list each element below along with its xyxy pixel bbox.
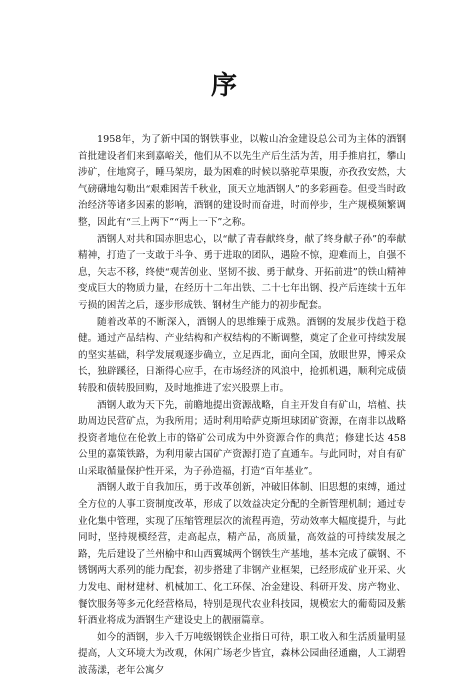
- paragraph-6: 如今的酒钢，步入千万吨级钢铁企业指日可待，职工收入和生活质量明显提高，人文环境大为改观，休闲广场老少皆宜，森林公园曲径通幽，人工湖碧波荡漾，老年公寓夕: [78, 631, 406, 676]
- page-title: 序: [210, 71, 239, 101]
- paragraph-5: 酒钢人敢于自我加压，勇于改革创新，冲破旧体制、旧思想的束缚，通过全方位的人事工资制度改革，形成了以效益决定分配的全新管理机制；通过专业化集中管理，实现了压缩管理层次的流程再造，劳动效率大幅度提升，与此同时，坚持规模经营，走高起点，精产品，高质量，高效益的可持续发展之路，先后建设了兰州榆中和山西翼城两个钢铁生产基地，基本完成了碳钢、不锈钢两大系列的能力配套，初步搭建了非钢产业框架，已经形成矿业开采、火力发电、耐材建材、机械加工、化工环保、冶金建设、科研开发、房产物业、餐饮服务等多元化经营格局，特别是现代农业科技园，规模宏大的葡萄园及紫轩酒业将成为酒钢生产建设史上的靓丽篇章。: [78, 482, 406, 627]
- paragraph-2: 酒钢人对共和国赤胆忠心，以“献了青春献终身，献了终身献子孙”的奉献精神，打造了一支敢于斗争、勇于进取的团队，遇险不惊，迎难而上，自强不息，矢志不移，终使“观苦创业、坚韧不拔、勇于献身、开拓前进”的铁山精神变成巨大的物质力量，在经历十二年出铁、二十七年出钢、投产后连续十五年亏损的困苦之后，逐步形成铁、钢材生产能力的初步配套。: [78, 233, 406, 311]
- paragraph-3: 随着改革的不断深入，酒钢人的思维臻于成熟。酒钢的发展步伐趋于稳健。通过产品结构、产业结构和产权结构的不断调整，奠定了企业可持续发展的坚实基础，科学发展观逐步确立，立足西北，面向全国，放眼世界，博采众长，独辟蹊径，日渐得心应手，在市场经济的风浪中，抢抓机遇，顺利完成债转股和债转股回购，及时地推进了宏兴股票上市。: [78, 316, 406, 394]
- paragraph-4: 酒钢人敢为天下先，前瞻地提出资源战略，自主开发自有矿山，培植、扶助周边民营矿点，为我所用；适时利用哈萨克斯坦球团矿资源，在南非以战略投资者地位在伦敦上市的铬矿公司成为中外资源合作的典范；修建长达 458 公里的嘉策铁路，为利用蒙古国矿产资源打造了直通车。与此同时，对自有矿山采取循量保护性开采，为子孙造福，打造“百年基业”。: [78, 399, 406, 477]
- paragraph-1: 1958年，为了新中国的钢铁事业，以鞍山冶金建设总公司为主体的酒钢首批建设者们来到嘉峪关，他们从不以先生产后生活为苦，用手推肩扛，攀山涉矿，住地窝子，睡马架房，最为困难的时候以骆驼草果腹，亦孜孜安然，大气磅礴地勾勒出“艰难困苦千秋业，顶天立地酒钢人”的多彩画卷。但受当时政治经济等诸多因素的影响，酒钢的建设时而奋进，时而停步，生产规模频繁调整，因此有“三上两下”“两上一下”之称。: [78, 134, 406, 228]
- body-text: [78, 132, 406, 680]
